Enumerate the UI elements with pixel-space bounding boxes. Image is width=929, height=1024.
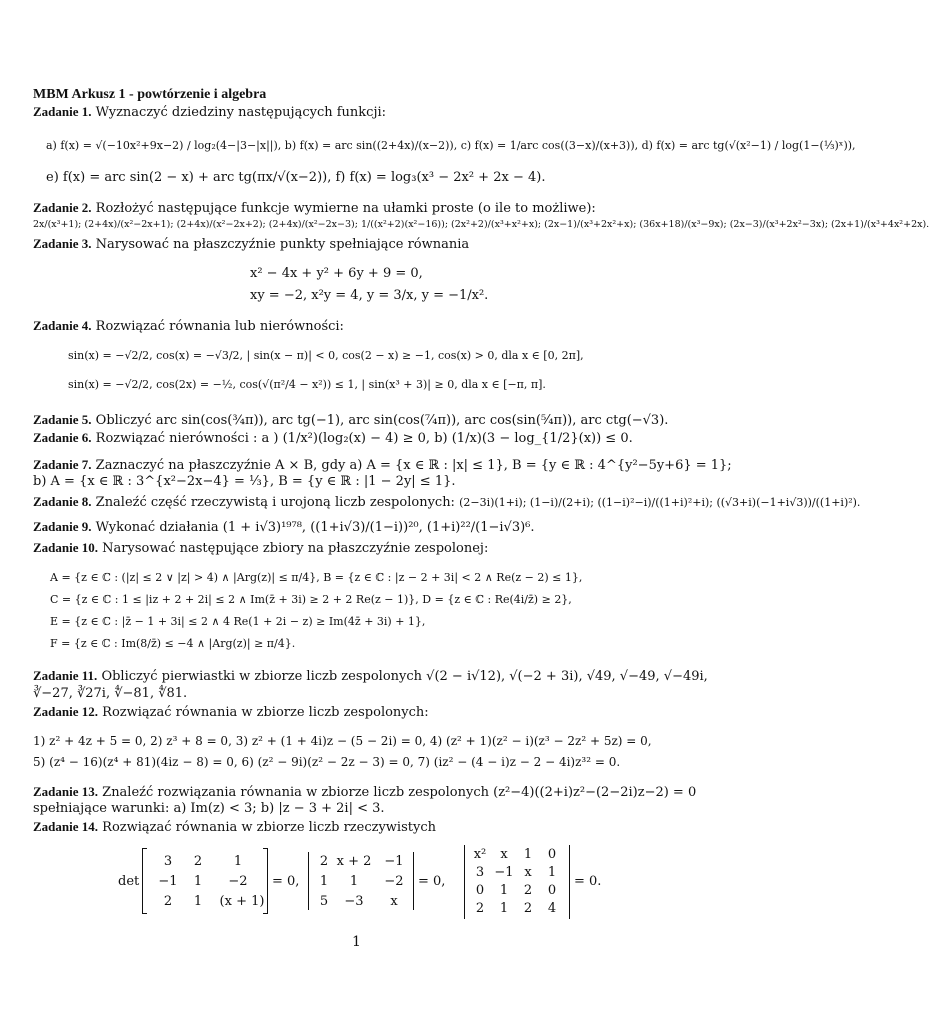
matrix-2-cell: x + 2 [336, 854, 372, 869]
det-label: det [118, 874, 140, 889]
task-12-line-2: 5) (z⁴ − 16)(z⁴ + 81)(4iz − 8) = 0, 6) (z² − 9i)(z² − 2z − 3) = 0, 7) (iz² − (4 − i)z − 2 − 4i)z³² = 0. [33, 755, 621, 769]
task-14-heading [33, 819, 436, 836]
matrix-1-cell: 1 [193, 894, 203, 909]
task-label: Zadanie 3. [33, 236, 92, 251]
task-5 [33, 412, 668, 429]
matrix-2-cell: 1 [349, 874, 359, 889]
matrix-2-cell: −2 [384, 874, 404, 889]
page-title: MBM Arkusz 1 - powtórzenie i algebra [33, 87, 267, 102]
task-text: Rozwiązać równania w zbiorze liczb rzeczywistych [102, 820, 436, 835]
task-label: Zadanie 1. [33, 104, 92, 119]
task-4-heading [33, 318, 344, 335]
task-label: Zadanie 11. [33, 668, 98, 683]
task-text: Narysować następujące zbiory na płaszczyźnie zespolonej: [102, 541, 489, 556]
matrix-3 [464, 845, 570, 919]
matrix-3-cell: 2 [523, 901, 533, 916]
task-4-line-1: sin(x) = −√2/2, cos(x) = −√3/2, | sin(x − π)| < 0, cos(2 − x) ≥ −1, cos(x) > 0, dla x ∈ [0, 2π], [68, 349, 584, 362]
matrix-2-cell: −3 [344, 894, 364, 909]
task-text: Narysować na płaszczyźnie punkty spełniające równania [95, 237, 470, 252]
task-text: Obliczyć pierwiastki w zbiorze liczb zespolonych [101, 669, 423, 684]
task-10-heading [33, 540, 488, 557]
task-13 [33, 784, 696, 801]
matrix-2-cell: 5 [319, 894, 329, 909]
task-text: Rozwiązać równania w zbiorze liczb zespolonych: [102, 705, 429, 720]
task-text: Znaleźć rozwiązania równania w zbiorze liczb zespolonych (z²−4)((2+i)z²−(2−2i)z−2) = 0 [102, 785, 697, 800]
task-text: Rozwiązać nierówności : a ) (1/x²)(log₂(x) − 4) ≥ 0, b) (1/x)(3 − log_{1/2}(x)) ≤ 0. [95, 431, 633, 446]
task-11 [33, 668, 708, 685]
matrix-3-cell: 2 [475, 901, 485, 916]
task-9 [33, 519, 535, 536]
task-10-set-c-d: C = {z ∈ ℂ : 1 ≤ |iz + 2 + 2i| ≤ 2 ∧ Im(z̄ + 3i) ≥ 2 + 2 Re(z − 1)}, D = {z ∈ ℂ : Re(4i/z̄) ≥ 2}, [50, 593, 572, 606]
task-7 [33, 457, 732, 474]
matrix-3-cell: 0 [547, 883, 557, 898]
matrix-3-cell: 2 [523, 883, 533, 898]
task-11-roots-1: √(2 − i√12), √(−2 + 3i), √49, √−49, √−49i, [426, 669, 708, 684]
task-label: Zadanie 8. [33, 494, 92, 509]
task-12-heading [33, 704, 429, 721]
task-text: Rozłożyć następujące funkcje wymierne na ułamki proste (o ile to możliwe): [95, 201, 596, 216]
task-1-line-1: a) f(x) = √(−10x²+9x−2) / log₂(4−|3−|x||), b) f(x) = arc sin((2+4x)/(x−2)), c) f(x) = 1/arc cos((3−x)/(x+3)), d) f(x) = arc tg(√(x²−1) / log(1−(⅓)ˣ)), [46, 139, 856, 152]
task-2-heading [33, 200, 596, 217]
matrix-1 [142, 848, 268, 914]
task-label: Zadanie 2. [33, 200, 92, 215]
matrix-3-cell: x [500, 847, 508, 862]
matrix-3-cell: 0 [547, 847, 557, 862]
matrix-3-cell: 4 [547, 901, 557, 916]
matrix-3-cell: x² [473, 847, 487, 862]
task-6 [33, 430, 633, 447]
task-7-line-2: b) A = {x ∈ ℝ : 3^{x²−2x−4} = ⅓}, B = {y ∈ ℝ : |1 − 2y| ≤ 1}. [33, 474, 456, 489]
matrix-2 [308, 852, 414, 910]
matrix-1-cell: 1 [233, 854, 243, 869]
matrix-3-cell: 0 [475, 883, 485, 898]
matrix-2-cell: 2 [319, 854, 329, 869]
task-1-heading [33, 104, 386, 121]
task-text: Wykonać działania [95, 520, 219, 535]
page-number: 1 [352, 934, 361, 950]
matrix-1-cell: 1 [193, 874, 203, 889]
matrix-3-cell: 1 [499, 883, 509, 898]
task-12-line-1: 1) z² + 4z + 5 = 0, 2) z³ + 8 = 0, 3) z² + (1 + 4i)z − (5 − 2i) = 0, 4) (z² + 1)(z² − i)(z³ − 2z² + 5z) = 0, [33, 734, 652, 748]
task-4-line-2: sin(x) = −√2/2, cos(2x) = −½, cos(√(π²/4 − x²)) ≤ 1, | sin(x³ + 3)| ≥ 0, dla x ∈ [−π, π]. [68, 378, 546, 391]
task-text: Znaleźć część rzeczywistą i urojoną liczb zespolonych: [95, 495, 455, 510]
equals-zero-3: = 0. [574, 874, 602, 889]
matrix-3-cell: −1 [494, 865, 514, 880]
task-label: Zadanie 9. [33, 519, 92, 534]
matrix-3-cell: 1 [523, 847, 533, 862]
task-9-expression: (1 + i√3)¹⁹⁷⁸, ((1+i√3)/(1−i))²⁰, (1+i)²²/(1−i√3)⁶. [222, 520, 535, 535]
matrix-1-cell: 3 [163, 854, 173, 869]
task-1-line-2: e) f(x) = arc sin(2 − x) + arc tg(πx/√(x−2)), f) f(x) = log₃(x³ − 2x² + 2x − 4). [46, 170, 546, 185]
task-label: Zadanie 12. [33, 704, 99, 719]
task-label: Zadanie 6. [33, 430, 92, 445]
task-13-conditions: spełniające warunki: a) Im(z) < 3; b) |z − 3 + 2i| < 3. [33, 801, 385, 816]
task-label: Zadanie 14. [33, 819, 99, 834]
task-3-heading [33, 236, 469, 253]
task-11-roots-2: ∛−27, ∛27i, ∜−81, ∜81. [33, 686, 188, 701]
task-text: Zaznaczyć na płaszczyźnie A × B, gdy a) A = {x ∈ ℝ : |x| ≤ 1}, B = {y ∈ ℝ : 4^{y²−5y+6} = 1}; [95, 458, 732, 473]
matrix-1-cell: 2 [163, 894, 173, 909]
task-label: Zadanie 13. [33, 784, 99, 799]
matrix-3-cell: x [524, 865, 532, 880]
task-text: Wyznaczyć dziedziny następujących funkcji: [95, 105, 387, 120]
matrix-3-cell: 3 [475, 865, 485, 880]
task-label: Zadanie 10. [33, 540, 99, 555]
task-label: Zadanie 7. [33, 457, 92, 472]
task-3-equation-1: x² − 4x + y² + 6y + 9 = 0, [250, 266, 423, 281]
task-3-equation-2: xy = −2, x²y = 4, y = 3/x, y = −1/x². [250, 288, 489, 303]
task-label: Zadanie 4. [33, 318, 92, 333]
matrix-3-cell: 1 [499, 901, 509, 916]
task-8 [33, 494, 860, 511]
task-10-set-f: F = {z ∈ ℂ : Im(8/z̄) ≤ −4 ∧ |Arg(z)| ≥ π/4}. [50, 637, 296, 650]
matrix-1-cell: −1 [158, 874, 178, 889]
matrix-2-cell: x [390, 894, 398, 909]
task-text: Rozwiązać równania lub nierówności: [95, 319, 344, 334]
matrix-1-cell: −2 [228, 874, 248, 889]
equals-zero-1: = 0, [272, 874, 300, 889]
task-label: Zadanie 5. [33, 412, 92, 427]
matrix-2-cell: −1 [384, 854, 404, 869]
matrix-1-cell: 2 [193, 854, 203, 869]
task-2-fractions: 2x/(x³+1); (2+4x)/(x²−2x+1); (2+4x)/(x²−2x+2); (2+4x)/(x²−2x−3); 1/((x²+2)(x²−16)); (2x²+2)/(x³+x²+x); (2x−1)/(x³+2x²+x); (36x+18)/(x³−9x); (2x−3)/(x³+2x²−3x); (2x+1)/(x³+4x²+2x). [33, 219, 929, 230]
task-10-set-a-b: A = {z ∈ ℂ : (|z| ≤ 2 ∨ |z| > 4) ∧ |Arg(z)| ≤ π/4}, B = {z ∈ ℂ : |z − 2 + 3i| < 2 ∧ Re(z − 2) ≤ 1}, [50, 571, 583, 584]
matrix-2-cell: 1 [319, 874, 329, 889]
matrix-1-cell: (x + 1) [219, 894, 265, 909]
task-10-set-e: E = {z ∈ ℂ : |z̄ − 1 + 3i| ≤ 2 ∧ 4 Re(1 + 2i − z) ≥ Im(4z̄ + 3i) + 1}, [50, 615, 426, 628]
equals-zero-2: = 0, [418, 874, 446, 889]
task-text: Obliczyć arc sin(cos(¾π)), arc tg(−1), arc sin(cos(⁷⁄₄π)), arc cos(sin(⁵⁄₄π)), arc ctg(−√3). [95, 413, 669, 428]
task-8-expression: (2−3i)(1+i); (1−i)/(2+i); ((1−i)²−i)/((1+i)²+i); ((√3+i)(−1+i√3))/((1+i)²). [459, 496, 861, 509]
matrix-3-cell: 1 [547, 865, 557, 880]
